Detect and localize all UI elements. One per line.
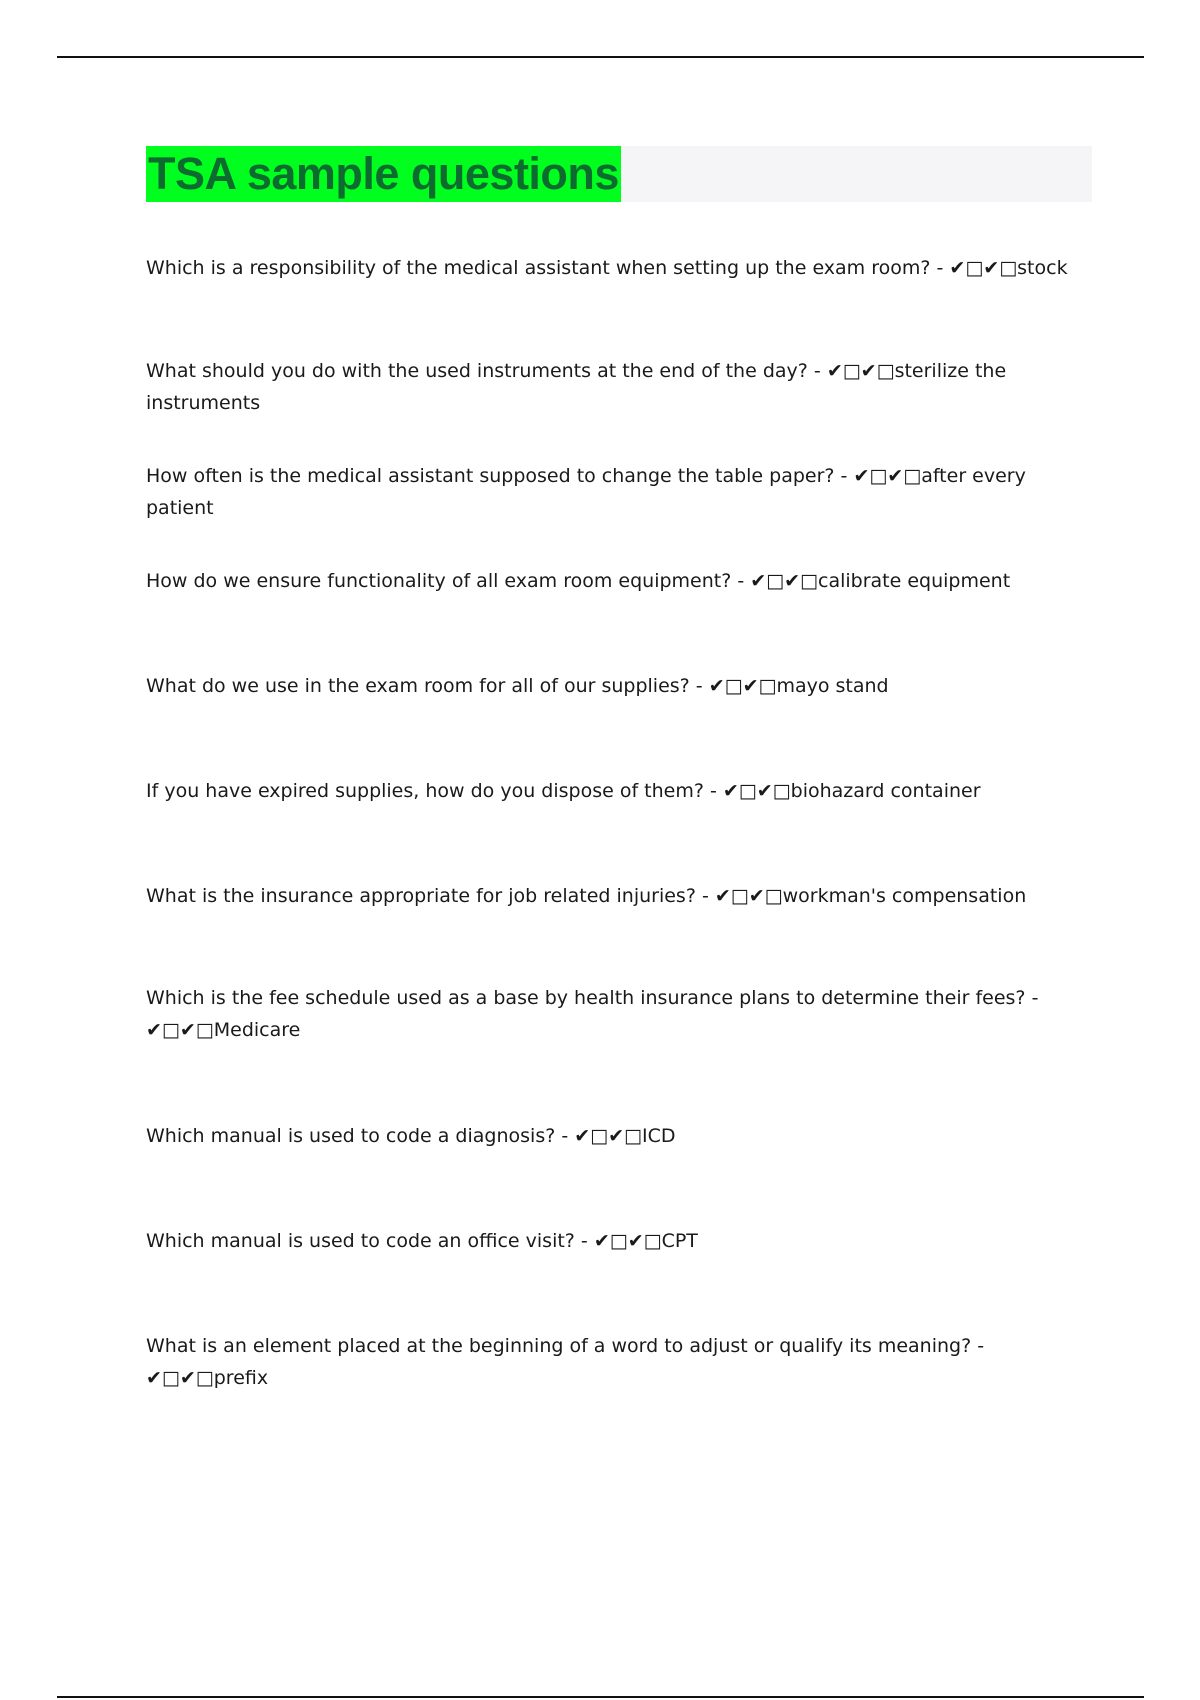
answer-text: biohazard container (790, 780, 981, 802)
separator: - (971, 1335, 985, 1357)
check-marks: ✔□✔□ (714, 885, 783, 907)
separator: - (695, 885, 715, 907)
answer-text: mayo stand (776, 675, 889, 697)
qa-item-6 (146, 775, 1092, 807)
answer-text: stock (1017, 257, 1068, 279)
question-text: How often is the medical assistant supposed to change the table paper? (146, 465, 835, 487)
question-text: Which manual is used to code an office visit? (146, 1230, 575, 1252)
qa-item-10 (146, 1225, 1092, 1257)
check-marks: ✔□✔□ (593, 1230, 662, 1252)
question-text: What is an element placed at the beginning of a word to adjust or qualify its meaning? (146, 1335, 972, 1357)
qa-item-3 (146, 460, 1092, 524)
qa-item-7 (146, 880, 1092, 912)
check-marks: ✔□✔□ (722, 780, 791, 802)
qa-item-4 (146, 565, 1092, 597)
answer-text: sterilize the instruments (146, 360, 1007, 414)
page-title: TSA sample questions (146, 146, 621, 202)
qa-item-8 (146, 982, 1066, 1046)
check-marks: ✔□✔□ (853, 465, 922, 487)
check-marks: ✔□✔□ (708, 675, 777, 697)
question-text: Which is the fee schedule used as a base by health insurance plans to determine their fees? (146, 987, 1026, 1009)
qa-item-1 (146, 252, 1092, 284)
qa-item-11 (146, 1330, 1092, 1394)
top-rule (57, 56, 1144, 58)
separator: - (555, 1125, 575, 1147)
answer-text: CPT (661, 1230, 698, 1252)
check-marks: ✔□✔□ (146, 1367, 214, 1389)
separator: - (930, 257, 950, 279)
check-marks: ✔□✔□ (574, 1125, 642, 1147)
bottom-rule (57, 1696, 1144, 1698)
qa-item-2 (146, 355, 1092, 419)
answer-text: prefix (213, 1367, 269, 1389)
question-text: What do we use in the exam room for all of our supplies? (146, 675, 690, 697)
separator: - (689, 675, 709, 697)
separator: - (703, 780, 723, 802)
answer-text: Medicare (213, 1019, 301, 1041)
answer-text: ICD (642, 1125, 676, 1147)
answer-text: after every patient (146, 465, 1026, 519)
answer-text: calibrate equipment (818, 570, 1011, 592)
question-text: How do we ensure functionality of all exam room equipment? (146, 570, 732, 592)
check-marks: ✔□✔□ (826, 360, 895, 382)
qa-item-5 (146, 670, 1092, 702)
separator: - (1025, 987, 1039, 1009)
qa-item-9 (146, 1120, 1092, 1152)
question-text: What should you do with the used instruments at the end of the day? (146, 360, 808, 382)
separator: - (807, 360, 827, 382)
question-text: What is the insurance appropriate for job related injuries? (146, 885, 696, 907)
check-marks: ✔□✔□ (949, 257, 1018, 279)
question-text: If you have expired supplies, how do you dispose of them? (146, 780, 704, 802)
check-marks: ✔□✔□ (146, 1019, 214, 1041)
answer-text: workman's compensation (782, 885, 1027, 907)
question-text: Which manual is used to code a diagnosis? (146, 1125, 556, 1147)
separator: - (834, 465, 854, 487)
separator: - (574, 1230, 594, 1252)
check-marks: ✔□✔□ (750, 570, 818, 592)
separator: - (731, 570, 751, 592)
question-text: Which is a responsibility of the medical assistant when setting up the exam room? (146, 257, 931, 279)
